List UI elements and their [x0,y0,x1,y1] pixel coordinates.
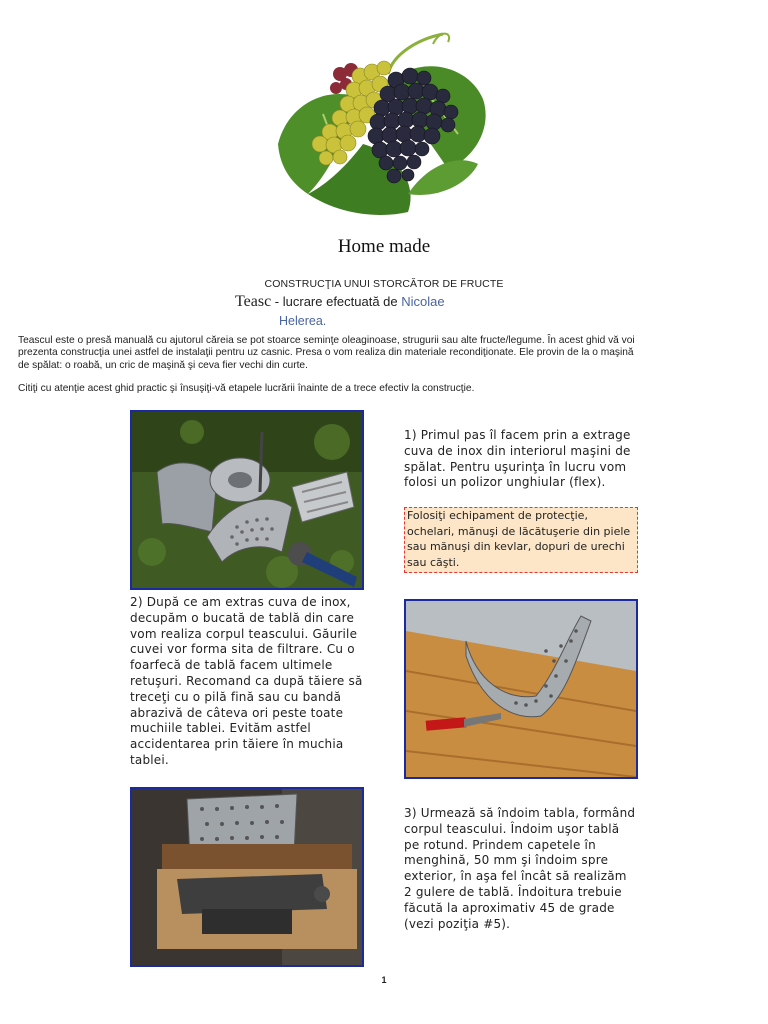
photo-sheet-in-vise [130,787,364,967]
photo-washing-machine-parts [130,410,364,590]
grapes-illustration [268,24,500,224]
page-subtitle: CONSTRUCŢIA UNUI STORCĂTOR DE FRUCTE [264,278,504,290]
page-title: Home made [337,236,431,257]
byline-text: - lucrare efectuată de [271,294,402,309]
author-first-name: Nicolae [401,294,445,309]
page-number: 1 [381,975,387,985]
photo-perforated-sheet [404,599,638,779]
safety-warning-box: Folosiţi echipament de protecţie, ochelari, mănuşi de lăcătuşerie din piele sau mănuşi din kevlar, dopuri de urechi sau căşti. [404,507,638,573]
step-1-text: 1) Primul pas îl facem prin a extrage cuva de inox din interiorul maşini de spălat. Pentru uşurinţa în lucru vom folosi un polizor unghiular (flex). [404,428,631,490]
step-3-text: 3) Urmează să îndoim tabla, formând corpul teascului. Îndoim uşor tablă pe rotund. Prindem capetele în menghină, 50 mm şi îndoim spre exterior, în aşa fel încât să realizăm 2 gulere de tablă. Îndoitura trebuie făcută la aproximativ 45 de grade (vezi poziţia #5). [404,806,636,931]
intro-paragraph: Teascul este o presă manuală cu ajutorul căreia se pot stoarce seminţe oleaginoase, strugurii sau alte fructe/legume. În acest ghid vă voi prezenta construcţia unei astfel de instalaţii pentru uz casnic. Presa o vom realiza din materiale recondiţionate. Ele provin de la o maşină de spălat: o roabă, un cric de maşină şi ceva fier vechi din curte. [18,335,635,371]
intro-paragraph-2: Citiţi cu atenţie acest ghid practic şi însuşiţi-vă etapele lucrării înainte de a trece efectiv la construcţie. [18,383,475,394]
byline [235,293,445,311]
step-2-text: 2) După ce am extras cuva de inox, decupăm o bucată de tablă din care vom realiza corpul teascului. Găurile cuvei vor forma sita de filtrare. Cu o foarfecă de tablă facem ultimele retuşuri. Recomand ca după tăiere să treceţi cu o pilă fină sau cu bandă abrazivă de câteva ori peste toate muchiile tablei. Evităm astfel accidentarea prin tăiere în muchia tablei. [130,595,363,767]
author-last-name: Helerea. [279,314,327,328]
teasc-heading: Teasc [235,293,272,310]
